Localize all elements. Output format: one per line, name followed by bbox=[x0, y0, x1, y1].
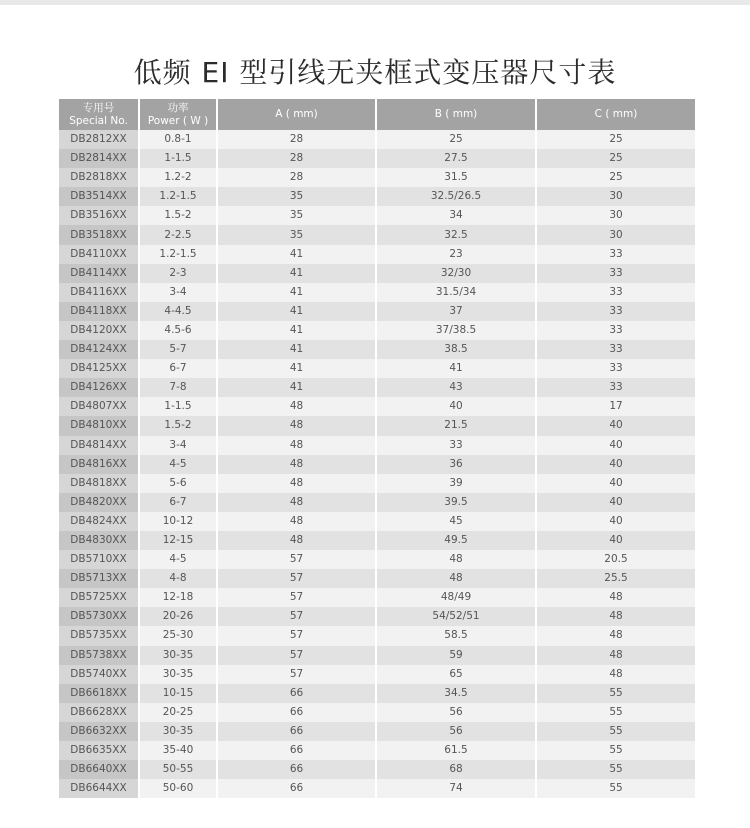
header-power bbox=[139, 99, 217, 130]
cell-c: 48 bbox=[536, 607, 695, 626]
cell-b: 37 bbox=[376, 302, 536, 321]
cell-c: 55 bbox=[536, 779, 695, 798]
cell-model: DB4807XX bbox=[59, 397, 139, 416]
table-row bbox=[59, 378, 695, 397]
table-row bbox=[59, 531, 695, 550]
cell-power: 1-1.5 bbox=[139, 397, 217, 416]
cell-model: DB4810XX bbox=[59, 416, 139, 435]
cell-model: DB4814XX bbox=[59, 436, 139, 455]
cell-power: 20-25 bbox=[139, 703, 217, 722]
cell-power: 25-30 bbox=[139, 626, 217, 645]
table-row bbox=[59, 684, 695, 703]
cell-model: DB4126XX bbox=[59, 378, 139, 397]
cell-b: 61.5 bbox=[376, 741, 536, 760]
cell-c: 48 bbox=[536, 665, 695, 684]
cell-power: 20-26 bbox=[139, 607, 217, 626]
table-row bbox=[59, 225, 695, 244]
table-row bbox=[59, 302, 695, 321]
table-row bbox=[59, 741, 695, 760]
cell-power: 1-1.5 bbox=[139, 149, 217, 168]
cell-power: 1.5-2 bbox=[139, 416, 217, 435]
cell-c: 30 bbox=[536, 206, 695, 225]
cell-a: 57 bbox=[217, 588, 376, 607]
table-row bbox=[59, 760, 695, 779]
cell-a: 41 bbox=[217, 340, 376, 359]
table-row bbox=[59, 626, 695, 645]
cell-power: 5-7 bbox=[139, 340, 217, 359]
header-a: A ( mm) bbox=[217, 99, 376, 130]
cell-b: 32/30 bbox=[376, 264, 536, 283]
cell-power: 3-4 bbox=[139, 436, 217, 455]
cell-c: 40 bbox=[536, 531, 695, 550]
cell-b: 65 bbox=[376, 665, 536, 684]
cell-power: 1.5-2 bbox=[139, 206, 217, 225]
cell-c: 25 bbox=[536, 168, 695, 187]
cell-a: 41 bbox=[217, 264, 376, 283]
cell-power: 5-6 bbox=[139, 474, 217, 493]
cell-a: 48 bbox=[217, 455, 376, 474]
cell-a: 66 bbox=[217, 741, 376, 760]
cell-c: 48 bbox=[536, 646, 695, 665]
cell-b: 34 bbox=[376, 206, 536, 225]
cell-b: 56 bbox=[376, 703, 536, 722]
table-row bbox=[59, 283, 695, 302]
cell-power: 3-4 bbox=[139, 283, 217, 302]
cell-model: DB6635XX bbox=[59, 741, 139, 760]
cell-a: 57 bbox=[217, 569, 376, 588]
cell-model: DB2818XX bbox=[59, 168, 139, 187]
cell-power: 50-55 bbox=[139, 760, 217, 779]
cell-power: 1.2-1.5 bbox=[139, 187, 217, 206]
table-row bbox=[59, 416, 695, 435]
cell-power: 30-35 bbox=[139, 722, 217, 741]
cell-b: 40 bbox=[376, 397, 536, 416]
table-row bbox=[59, 359, 695, 378]
cell-model: DB6628XX bbox=[59, 703, 139, 722]
cell-a: 48 bbox=[217, 397, 376, 416]
table-row bbox=[59, 588, 695, 607]
cell-b: 23 bbox=[376, 245, 536, 264]
top-divider bbox=[0, 0, 750, 5]
cell-b: 41 bbox=[376, 359, 536, 378]
cell-model: DB4818XX bbox=[59, 474, 139, 493]
cell-power: 1.2-1.5 bbox=[139, 245, 217, 264]
cell-a: 28 bbox=[217, 168, 376, 187]
cell-c: 25.5 bbox=[536, 569, 695, 588]
cell-b: 54/52/51 bbox=[376, 607, 536, 626]
cell-b: 39.5 bbox=[376, 493, 536, 512]
cell-c: 40 bbox=[536, 474, 695, 493]
cell-c: 48 bbox=[536, 626, 695, 645]
cell-power: 4-5 bbox=[139, 550, 217, 569]
cell-a: 48 bbox=[217, 416, 376, 435]
cell-model: DB6618XX bbox=[59, 684, 139, 703]
cell-power: 12-18 bbox=[139, 588, 217, 607]
cell-power: 2-2.5 bbox=[139, 225, 217, 244]
table-header-row bbox=[59, 99, 695, 130]
cell-a: 28 bbox=[217, 130, 376, 149]
cell-a: 57 bbox=[217, 626, 376, 645]
table-row bbox=[59, 512, 695, 531]
cell-c: 33 bbox=[536, 245, 695, 264]
cell-c: 33 bbox=[536, 283, 695, 302]
table-row bbox=[59, 321, 695, 340]
cell-a: 57 bbox=[217, 550, 376, 569]
cell-model: DB4110XX bbox=[59, 245, 139, 264]
header-power-en: Power ( W ) bbox=[147, 114, 209, 127]
cell-power: 4-5 bbox=[139, 455, 217, 474]
cell-a: 57 bbox=[217, 646, 376, 665]
table-row bbox=[59, 607, 695, 626]
cell-a: 66 bbox=[217, 722, 376, 741]
page-title: 低频 EI 型引线无夹框式变压器尺寸表 bbox=[133, 55, 617, 89]
cell-a: 48 bbox=[217, 531, 376, 550]
cell-a: 48 bbox=[217, 493, 376, 512]
table-row bbox=[59, 187, 695, 206]
cell-model: DB5713XX bbox=[59, 569, 139, 588]
cell-b: 32.5/26.5 bbox=[376, 187, 536, 206]
cell-b: 32.5 bbox=[376, 225, 536, 244]
cell-b: 21.5 bbox=[376, 416, 536, 435]
cell-a: 41 bbox=[217, 245, 376, 264]
cell-model: DB3518XX bbox=[59, 225, 139, 244]
cell-a: 48 bbox=[217, 474, 376, 493]
cell-a: 66 bbox=[217, 760, 376, 779]
cell-model: DB4116XX bbox=[59, 283, 139, 302]
cell-power: 4.5-6 bbox=[139, 321, 217, 340]
cell-a: 57 bbox=[217, 607, 376, 626]
cell-b: 48 bbox=[376, 569, 536, 588]
cell-c: 40 bbox=[536, 455, 695, 474]
cell-model: DB5740XX bbox=[59, 665, 139, 684]
cell-b: 38.5 bbox=[376, 340, 536, 359]
cell-model: DB6640XX bbox=[59, 760, 139, 779]
table-row bbox=[59, 493, 695, 512]
cell-b: 39 bbox=[376, 474, 536, 493]
table-row bbox=[59, 130, 695, 149]
cell-model: DB3516XX bbox=[59, 206, 139, 225]
cell-c: 55 bbox=[536, 684, 695, 703]
table-row bbox=[59, 569, 695, 588]
cell-b: 31.5/34 bbox=[376, 283, 536, 302]
cell-c: 25 bbox=[536, 149, 695, 168]
table-row bbox=[59, 264, 695, 283]
cell-power: 7-8 bbox=[139, 378, 217, 397]
cell-c: 55 bbox=[536, 741, 695, 760]
cell-power: 2-3 bbox=[139, 264, 217, 283]
cell-model: DB2812XX bbox=[59, 130, 139, 149]
header-model bbox=[59, 99, 139, 130]
cell-model: DB4820XX bbox=[59, 493, 139, 512]
cell-c: 55 bbox=[536, 703, 695, 722]
cell-b: 49.5 bbox=[376, 531, 536, 550]
cell-c: 20.5 bbox=[536, 550, 695, 569]
table-row bbox=[59, 436, 695, 455]
cell-a: 41 bbox=[217, 359, 376, 378]
cell-b: 31.5 bbox=[376, 168, 536, 187]
cell-c: 30 bbox=[536, 225, 695, 244]
cell-c: 33 bbox=[536, 359, 695, 378]
cell-model: DB6644XX bbox=[59, 779, 139, 798]
table-row bbox=[59, 206, 695, 225]
cell-a: 66 bbox=[217, 779, 376, 798]
cell-a: 41 bbox=[217, 283, 376, 302]
cell-c: 55 bbox=[536, 722, 695, 741]
header-model-en: Special No. bbox=[69, 114, 128, 127]
cell-model: DB2814XX bbox=[59, 149, 139, 168]
cell-a: 35 bbox=[217, 206, 376, 225]
cell-c: 25 bbox=[536, 130, 695, 149]
table-row bbox=[59, 245, 695, 264]
header-model-cn: 专用号 bbox=[82, 101, 115, 114]
table-row bbox=[59, 168, 695, 187]
cell-c: 33 bbox=[536, 378, 695, 397]
cell-power: 30-35 bbox=[139, 646, 217, 665]
cell-b: 74 bbox=[376, 779, 536, 798]
cell-power: 12-15 bbox=[139, 531, 217, 550]
cell-b: 33 bbox=[376, 436, 536, 455]
cell-b: 27.5 bbox=[376, 149, 536, 168]
cell-model: DB4124XX bbox=[59, 340, 139, 359]
cell-power: 10-12 bbox=[139, 512, 217, 531]
cell-a: 48 bbox=[217, 512, 376, 531]
cell-b: 25 bbox=[376, 130, 536, 149]
cell-c: 17 bbox=[536, 397, 695, 416]
cell-a: 35 bbox=[217, 225, 376, 244]
cell-b: 37/38.5 bbox=[376, 321, 536, 340]
header-b: B ( mm) bbox=[376, 99, 536, 130]
cell-model: DB5738XX bbox=[59, 646, 139, 665]
table-row bbox=[59, 665, 695, 684]
cell-b: 48/49 bbox=[376, 588, 536, 607]
table-row bbox=[59, 646, 695, 665]
cell-c: 40 bbox=[536, 436, 695, 455]
cell-model: DB4120XX bbox=[59, 321, 139, 340]
table-row bbox=[59, 397, 695, 416]
cell-model: DB3514XX bbox=[59, 187, 139, 206]
cell-c: 33 bbox=[536, 302, 695, 321]
table-row bbox=[59, 550, 695, 569]
cell-model: DB5735XX bbox=[59, 626, 139, 645]
cell-model: DB6632XX bbox=[59, 722, 139, 741]
cell-b: 59 bbox=[376, 646, 536, 665]
cell-a: 41 bbox=[217, 321, 376, 340]
cell-power: 30-35 bbox=[139, 665, 217, 684]
cell-model: DB5725XX bbox=[59, 588, 139, 607]
table-row bbox=[59, 722, 695, 741]
cell-b: 45 bbox=[376, 512, 536, 531]
table-row bbox=[59, 474, 695, 493]
table-row bbox=[59, 703, 695, 722]
cell-a: 35 bbox=[217, 187, 376, 206]
cell-model: DB4824XX bbox=[59, 512, 139, 531]
table-body bbox=[59, 130, 695, 798]
cell-c: 33 bbox=[536, 264, 695, 283]
cell-model: DB4118XX bbox=[59, 302, 139, 321]
cell-power: 0.8-1 bbox=[139, 130, 217, 149]
cell-power: 1.2-2 bbox=[139, 168, 217, 187]
cell-a: 66 bbox=[217, 684, 376, 703]
cell-b: 58.5 bbox=[376, 626, 536, 645]
cell-power: 50-60 bbox=[139, 779, 217, 798]
cell-a: 48 bbox=[217, 436, 376, 455]
cell-power: 10-15 bbox=[139, 684, 217, 703]
cell-b: 34.5 bbox=[376, 684, 536, 703]
cell-model: DB4114XX bbox=[59, 264, 139, 283]
cell-power: 4-8 bbox=[139, 569, 217, 588]
cell-c: 55 bbox=[536, 760, 695, 779]
cell-b: 43 bbox=[376, 378, 536, 397]
cell-power: 4-4.5 bbox=[139, 302, 217, 321]
cell-c: 40 bbox=[536, 493, 695, 512]
cell-model: DB4816XX bbox=[59, 455, 139, 474]
cell-b: 36 bbox=[376, 455, 536, 474]
cell-model: DB4830XX bbox=[59, 531, 139, 550]
cell-c: 33 bbox=[536, 340, 695, 359]
table-row bbox=[59, 340, 695, 359]
cell-a: 66 bbox=[217, 703, 376, 722]
cell-a: 57 bbox=[217, 665, 376, 684]
cell-c: 40 bbox=[536, 416, 695, 435]
cell-model: DB5730XX bbox=[59, 607, 139, 626]
cell-power: 35-40 bbox=[139, 741, 217, 760]
cell-c: 40 bbox=[536, 512, 695, 531]
cell-b: 56 bbox=[376, 722, 536, 741]
cell-b: 68 bbox=[376, 760, 536, 779]
cell-a: 28 bbox=[217, 149, 376, 168]
cell-a: 41 bbox=[217, 302, 376, 321]
cell-model: DB4125XX bbox=[59, 359, 139, 378]
table-row bbox=[59, 149, 695, 168]
cell-b: 48 bbox=[376, 550, 536, 569]
header-c: C ( mm) bbox=[536, 99, 695, 130]
table-row bbox=[59, 455, 695, 474]
dimension-table bbox=[59, 99, 695, 798]
header-power-cn: 功率 bbox=[167, 101, 189, 114]
cell-c: 33 bbox=[536, 321, 695, 340]
cell-power: 6-7 bbox=[139, 359, 217, 378]
cell-model: DB5710XX bbox=[59, 550, 139, 569]
cell-a: 41 bbox=[217, 378, 376, 397]
table-row bbox=[59, 779, 695, 798]
cell-c: 30 bbox=[536, 187, 695, 206]
cell-c: 48 bbox=[536, 588, 695, 607]
cell-power: 6-7 bbox=[139, 493, 217, 512]
